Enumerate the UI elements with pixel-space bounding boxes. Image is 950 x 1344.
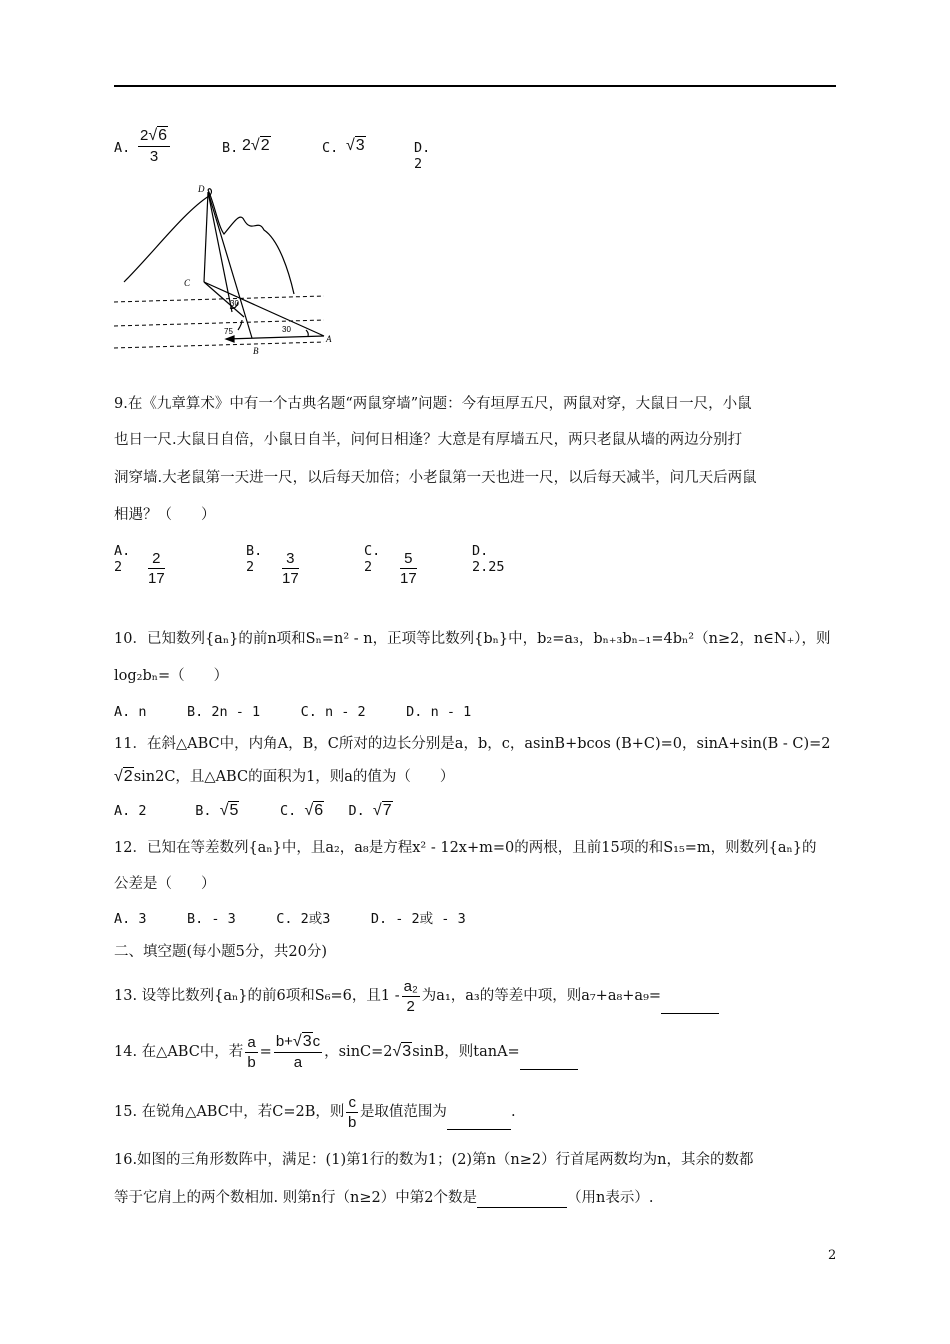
- q8-option-c-value: √3: [346, 137, 365, 154]
- arrow-head: [226, 336, 234, 342]
- q11-option-a: A. 2: [114, 803, 147, 819]
- label-b: B: [253, 346, 259, 356]
- q9-option-c-frac: $\frac{5}{17}$: [400, 550, 417, 587]
- q11-option-c-label: C.: [280, 803, 297, 819]
- segment-da: [208, 192, 252, 338]
- header-rule: [114, 85, 836, 87]
- q8-option-a-label: A.: [114, 140, 131, 156]
- page-number: 2: [828, 1248, 837, 1263]
- q9-line-1: 9.在《九章算术》中有一个古典名题“两鼠穿墙”问题：今有垣厚五尺，两鼠对穿，大鼠日一尺，小鼠: [114, 396, 752, 412]
- q11-options: A. 2 B. √5 C. √6 D. √7: [114, 802, 392, 819]
- q9-line-2: 也日一尺.大鼠日自倍，小鼠日自半，问何日相逢？大意是有厚墙五尺，两只老鼠从墙的两边分别打: [114, 432, 743, 448]
- angle-arc-75: [238, 320, 242, 330]
- label-angle-30-top: 30: [230, 299, 239, 308]
- segment-ba: [226, 336, 324, 339]
- mountain-figure: [114, 182, 332, 361]
- q9-option-d: D. 2.25: [472, 543, 505, 575]
- q11-line-1: 11．在斜△ABC中，内角A，B，C所对的边长分别是a，b，c，asinB+bcos (B+C)=0，sinA+sin(B - C)=2: [114, 736, 831, 752]
- q11-line-2: √2sin2C，且△ABC的面积为1，则a的值为（ ）: [114, 768, 455, 785]
- q16-line-2: 等于它肩上的两个数相加. 则第n行（n≥2）中第2个数是 （用n表示）.: [114, 1190, 654, 1206]
- dashed-line-1: [114, 296, 324, 302]
- q11-option-b-label: B.: [195, 803, 212, 819]
- segment-ca: [204, 282, 324, 336]
- q12-line-1: 12．已知在等差数列{aₙ}中，且a₂，a₈是方程x² - 12x+m=0的两根，且前15项的和S₁₅=m，则数列{aₙ}的: [114, 840, 817, 856]
- q14: 14. 在△ABC中，若 $\frac{a}{b}$ = $\frac{b+√3c}{a}$ ，sinC=2√3sinB，则tanA=: [114, 1034, 578, 1070]
- section-heading-fill-in: 二、填空题(每小题5分，共20分): [114, 944, 327, 960]
- q9-option-c-label: C. 2: [364, 543, 381, 575]
- q16-answer-blank[interactable]: [477, 1207, 567, 1208]
- q15-answer-blank[interactable]: [447, 1129, 511, 1130]
- q8-option-a-value: $\frac{2√6}{3}$: [138, 128, 170, 164]
- label-c: C: [184, 278, 191, 288]
- label-a: A: [326, 334, 332, 344]
- label-angle-30: 30: [282, 325, 291, 334]
- q9-option-a-label: A. 2: [114, 543, 131, 575]
- q10-line-1: 10．已知数列{aₙ}的前n项和Sₙ=n² - n，正项等比数列{bₙ}中，b₂=a₃，bₙ₊₃bₙ₋₁=4bₙ²（n≥2，n∈N₊），则: [114, 631, 831, 647]
- mountain-left-slope: [124, 189, 211, 282]
- q9-option-b-frac: $\frac{3}{17}$: [282, 550, 299, 587]
- q14-answer-blank[interactable]: [520, 1069, 578, 1070]
- angle-arc-30: [306, 330, 308, 336]
- q8-option-b-value: 2√2: [242, 137, 270, 154]
- q9-line-3: 洞穿墙.大老鼠第一天进一尺，以后每天加倍；小老鼠第一天也进一尺，以后每天减半，问几天后两鼠: [114, 470, 757, 486]
- q10-options: A. n B. 2n - 1 C. n - 2 D. n - 1: [114, 704, 472, 720]
- segment-db: [208, 192, 232, 312]
- q12-line-2: 公差是（ ）: [114, 876, 216, 892]
- mountain-right-slope: [208, 190, 294, 294]
- q13-answer-blank[interactable]: [661, 1013, 719, 1014]
- segment-dc: [204, 192, 208, 282]
- q8-option-c-label: C.: [322, 140, 339, 156]
- q10-line-2: log₂bₙ=（ ）: [114, 668, 229, 684]
- q12-options: A. 3 B. - 3 C. 2或3 D. - 2或 - 3: [114, 911, 466, 927]
- q15: 15. 在锐角△ABC中，若C=2B，则 $\frac{c}{b}$ 是取值范围为 .: [114, 1093, 516, 1131]
- q8-option-b-label: B.: [222, 140, 239, 156]
- q16-line-1: 16.如图的三角形数阵中，满足：(1)第1行的数为1；(2)第n（n≥2）行首尾两数均为n，其余的数都: [114, 1152, 754, 1168]
- label-angle-75: 75: [224, 327, 233, 336]
- q9-line-4: 相遇？（ ）: [114, 507, 216, 523]
- q13: 13. 设等比数列{aₙ}的前6项和S₆=6，且1 - $\frac{\text{a₂}}{2}$ 为a₁，a₃的等差中项，则a₇+a₈+a₉=: [114, 978, 719, 1014]
- dashed-line-3: [114, 342, 324, 348]
- q11-option-d-label: D.: [348, 803, 365, 819]
- q8-option-d: D. 2: [414, 140, 431, 172]
- mountain-diagram: [114, 182, 332, 357]
- dashed-line-2: [114, 320, 324, 326]
- label-d: D: [198, 184, 205, 194]
- q9-option-a-frac: $\frac{2}{17}$: [148, 550, 165, 587]
- q9-option-b-label: B. 2: [246, 543, 263, 575]
